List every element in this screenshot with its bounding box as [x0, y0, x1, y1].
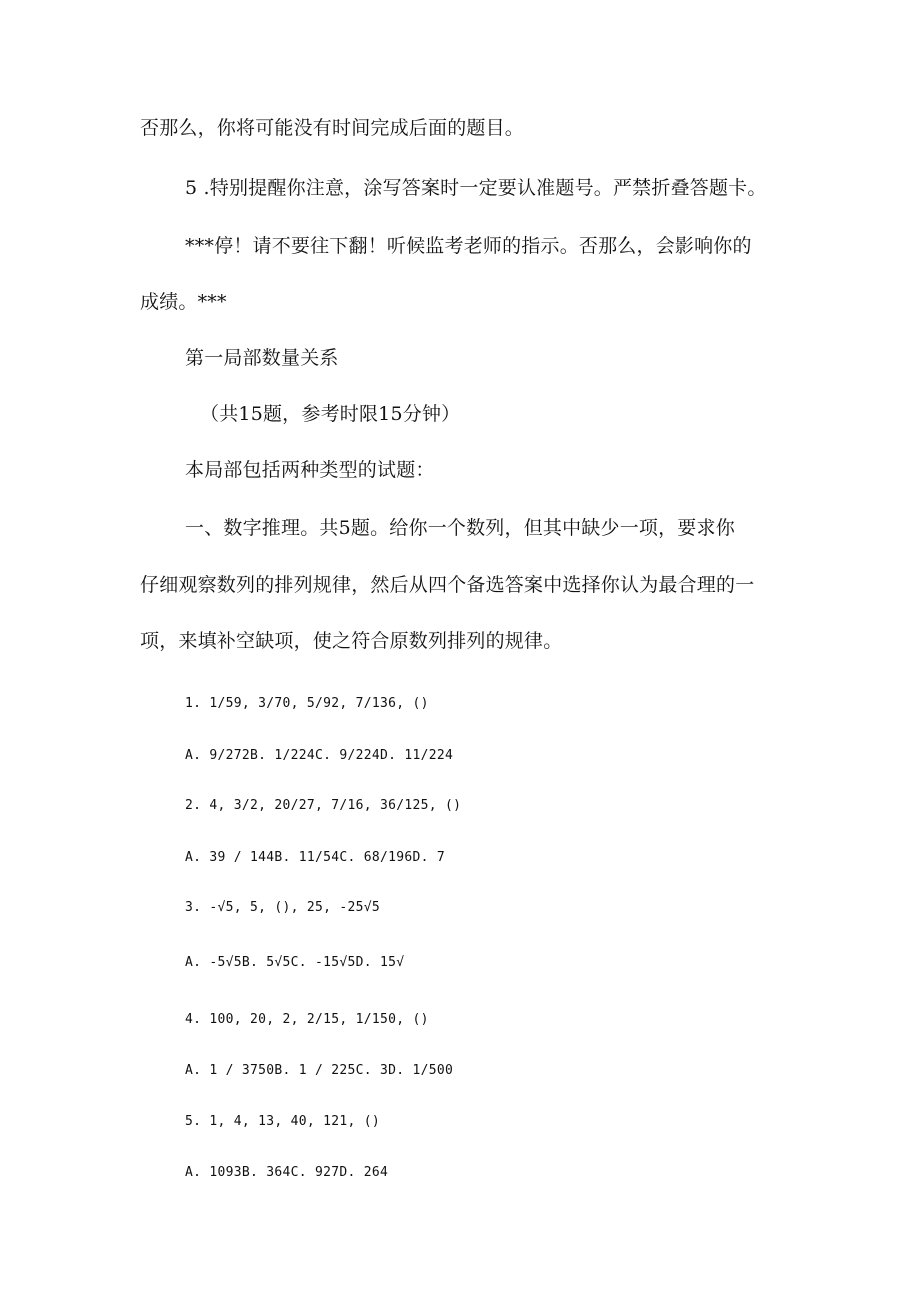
question-4-options: A. 1 / 3750B. 1 / 225C. 3D. 1/500 — [185, 1063, 454, 1078]
question-3-stem: 3. -√5, 5, (), 25, -25√5 — [185, 900, 381, 915]
question-1-options: A. 9/272B. 1/224C. 9/224D. 11/224 — [185, 748, 454, 763]
number-reasoning-para-line-1: 一、数字推理。共5题。给你一个数列，但其中缺少一项，要求你 — [185, 517, 735, 539]
section-title: 第一局部数量关系 — [185, 347, 339, 369]
section-note: （共15题，参考时限15分钟） — [200, 403, 461, 425]
stop-notice-line-1: ***停！请不要往下翻！听候监考老师的指示。否那么，会影响你的 — [185, 235, 752, 257]
number-reasoning-para-line-2: 仔细观察数列的排列规律，然后从四个备选答案中选择你认为最合理的一 — [140, 574, 755, 596]
text-line-continuation: 否那么，你将可能没有时间完成后面的题目。 — [140, 117, 525, 139]
question-1-stem: 1. 1/59, 3/70, 5/92, 7/136, () — [185, 696, 429, 711]
question-3-options: A. -5√5B. 5√5C. -15√5D. 15√ — [185, 955, 405, 970]
number-reasoning-para-line-3: 项，来填补空缺项，使之符合原数列排列的规律。 — [140, 630, 563, 652]
question-4-stem: 4. 100, 20, 2, 2/15, 1/150, () — [185, 1012, 429, 1027]
question-5-options: A. 1093B. 364C. 927D. 264 — [185, 1165, 389, 1180]
stop-notice-line-2: 成绩。*** — [140, 291, 227, 313]
section-intro: 本局部包括两种类型的试题： — [185, 459, 435, 481]
instruction-5: 5 .特别提醒你注意，涂写答案时一定要认准题号。严禁折叠答题卡。 — [185, 177, 767, 199]
question-5-stem: 5. 1, 4, 13, 40, 121, () — [185, 1114, 381, 1129]
question-2-stem: 2. 4, 3/2, 20/27, 7/16, 36/125, () — [185, 798, 462, 813]
question-2-options: A. 39 / 144B. 11/54C. 68/196D. 7 — [185, 850, 446, 865]
